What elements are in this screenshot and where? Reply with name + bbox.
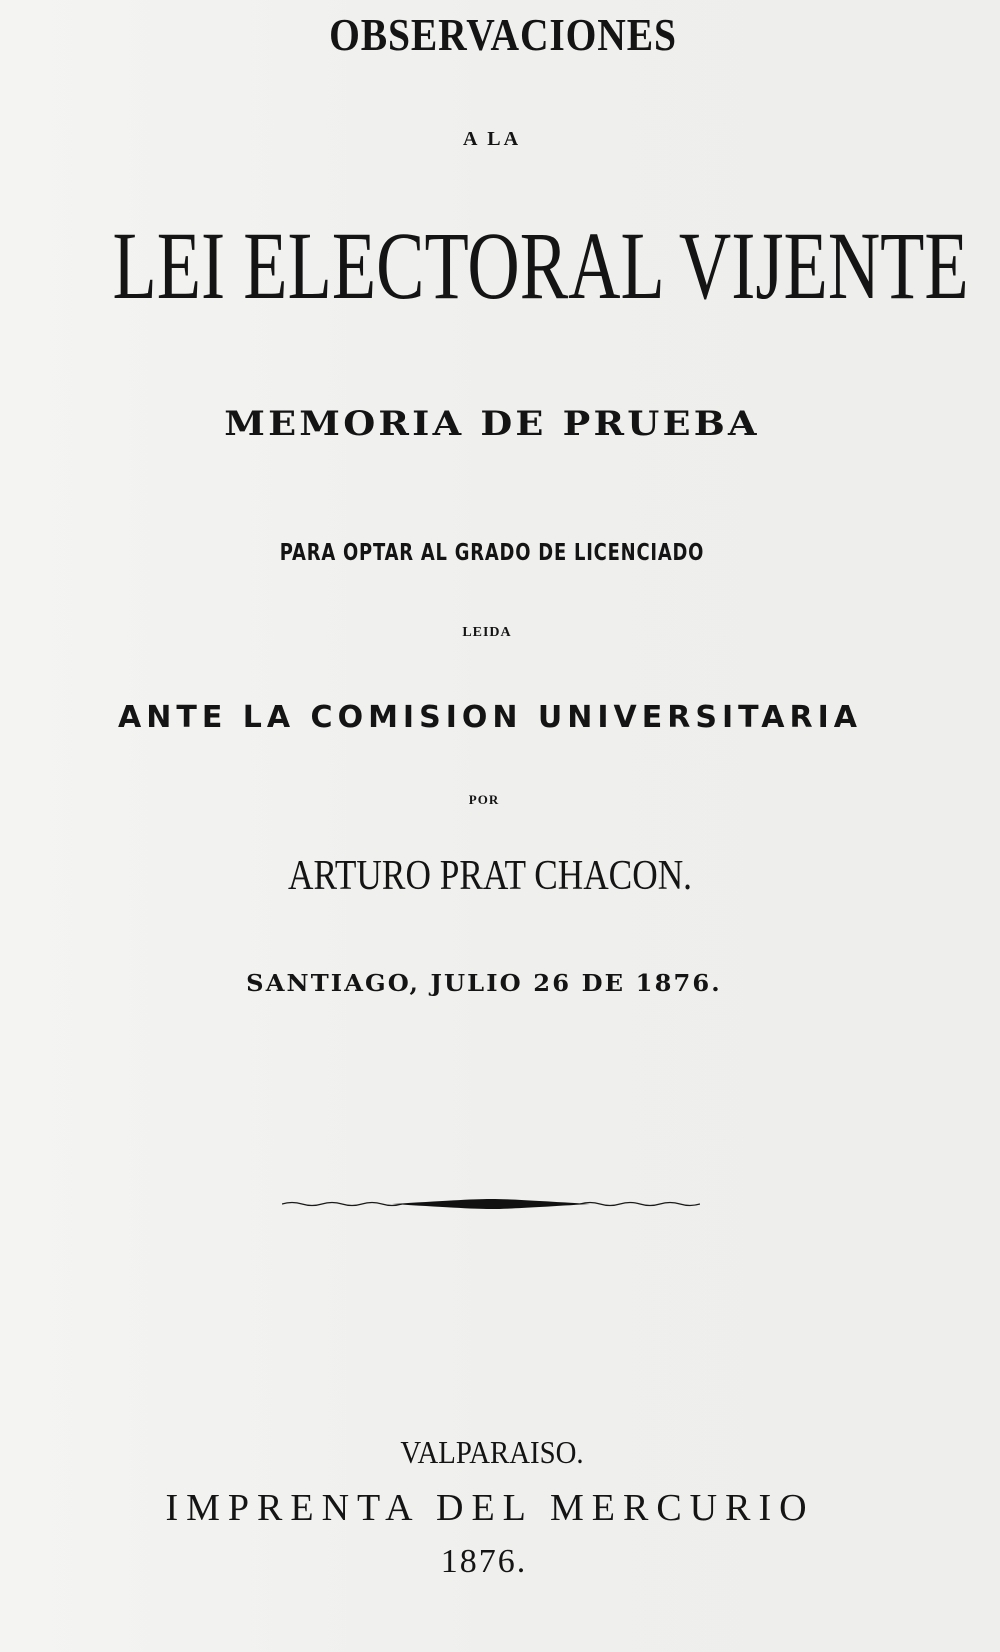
commission-line: ANTE LA COMISION UNIVERSITARIA — [118, 700, 862, 735]
ornamental-divider — [282, 1197, 700, 1211]
heading-observaciones: OBSERVACIONES — [329, 9, 677, 60]
connector-a-la: A LA — [462, 128, 522, 150]
subtitle-memoria: MEMORIA DE PRUEBA — [224, 404, 760, 444]
author-name: ARTURO PRAT CHACON. — [287, 853, 692, 899]
purpose-line: PARA OPTAR AL GRADO DE LICENCIADO — [279, 540, 705, 566]
main-title: LEI ELECTORAL VIJENTE — [112, 212, 969, 319]
imprint-printer: IMPRENTA DEL MERCURIO — [165, 1487, 815, 1529]
leida-label: LEIDA — [462, 625, 512, 640]
por-label: POR — [468, 792, 500, 807]
imprint-year: 1876. — [440, 1543, 528, 1580]
date-line: SANTIAGO, JULIO 26 DE 1876. — [246, 970, 722, 997]
imprint-city: VALPARAISO. — [400, 1434, 584, 1470]
